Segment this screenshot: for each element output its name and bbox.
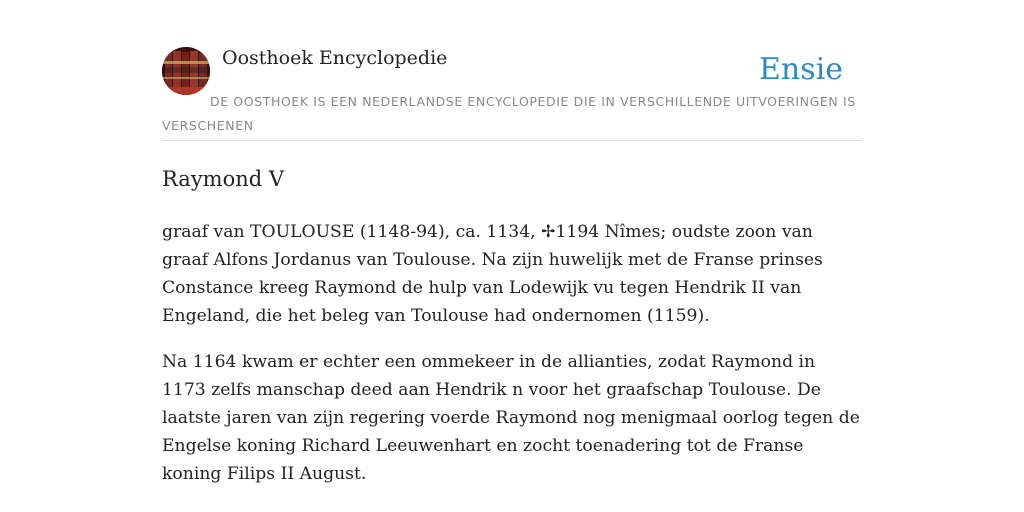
brand-logo[interactable]: Ensie (759, 52, 843, 87)
article-title: Raymond V (162, 167, 285, 191)
site-header (162, 46, 862, 141)
site-tagline: DE OOSTHOEK IS EEN NEDERLANDSE ENCYCLOPEDIE DIE IN VERSCHILLENDE UITVOERINGEN IS VERSCHENEN (162, 94, 856, 133)
encyclopedia-books-icon[interactable] (162, 47, 210, 95)
article (162, 164, 862, 506)
article-paragraph: graaf van TOULOUSE (1148-94), ca. 1134, ✢1194 Nîmes; oudste zoon van graaf Alfons Jordanus van Toulouse. Na zijn huwelijk met de Franse prinses Constance kreeg Raymond de hulp van Lodewijk vu tegen Hendrik II van Engeland, die het beleg van Toulouse had ondernomen (1159). (162, 222, 823, 326)
site-title[interactable]: Oosthoek Encyclopedie (222, 47, 448, 69)
article-paragraph: Na 1164 kwam er echter een ommekeer in de allianties, zodat Raymond in 1173 zelfs manschap deed aan Hendrik n voor het graafschap Toulouse. De laatste jaren van zijn regering voerde Raymond nog menigmaal oorlog tegen de Engelse koning Richard Leeuwenhart en zocht toenadering tot de Franse koning Filips II August. (162, 352, 860, 484)
